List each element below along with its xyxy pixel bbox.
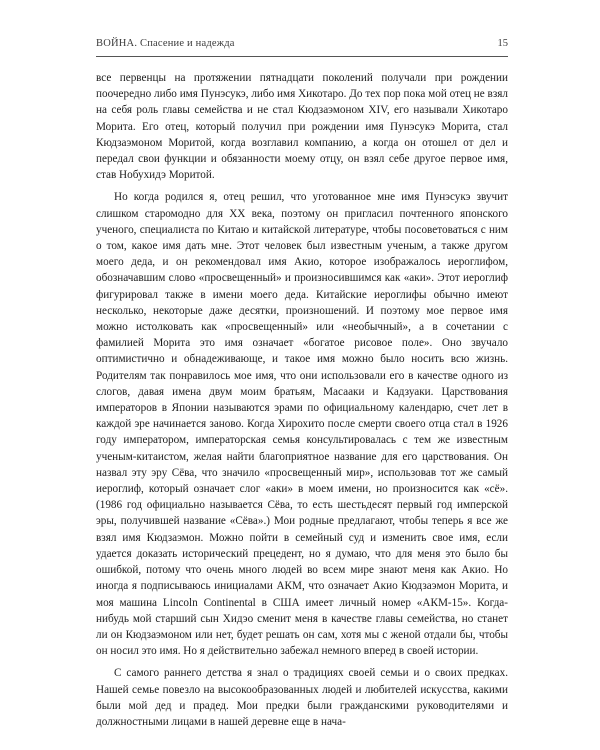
header-divider: [96, 56, 508, 57]
running-head: ВОЙНА. Спасение и надежда: [96, 38, 235, 49]
paragraph: все первенцы на протяжении пятнадцати поколений получали при рождении поочередно либо имя Пунэсукэ, либо имя Хикотаро. До тех пор пока мой отец не взял на себя роль главы семейства и не стал Кюдзаэмоном XIV, его называли Хикотаро Морита. Его отец, который получил при рождении имя Пунэсукэ Морита, стал Кюдзаэмоном Моритой, когда возглавил компанию, а когда он отошел от дел и передал свои функции и обязанности моему отцу, он взял себе другое первое имя, став Нобухидэ Моритой.: [96, 72, 508, 182]
paragraph: С самого раннего детства я знал о традициях своей семьи и о своих предках. Нашей семье повезло на высокообразованных людей и любителей искусства, какими были мой дед и прадед. Мои предки были гражданскими руководителями и должностными лицами в нашей деревне еще в нача-: [96, 667, 508, 728]
page-header: [96, 38, 508, 56]
paragraph: Но когда родился я, отец решил, что уготованное мне имя Пунэсукэ звучит слишком старомодно для XX века, поэтому он пригласил почтенного японского ученого, специалиста по Китаю и китайской литературе, чтобы посоветоваться с ним о том, какое имя дать мне. Этот человек был известным ученым, а также другом моего деда, и он рекомендовал имя Акио, которое изображалось иероглифом, обозначавшим слово «просвещенный» и произносившимся как «аки». Этот иероглиф фигурировал также в имени моего деда. Китайские иероглифы обычно имеют несколько, некоторые даже десятки, произношений. И поэтому мое первое имя можно истолковать как «просвещенный» или «необычный», а в сочетании с фамилией Морита это имя означает «богатое рисовое поле». Оно звучало оптимистично и обнадеживающе, и такое имя можно было носить всю жизнь. Родителям так понравилось мое имя, что они использовали его в качестве одного из слогов, давая имена двум моим братьям, Масааки и Кадзуаки. Царствования императоров в Японии называются эрами по официальному календарю, счет лет в каждой эре начинается заново. Когда Хирохито после смерти своего отца стал в 1926 году императором, императорская семья консультировалась с тем же известным ученым-китаистом, желая найти благоприятное название для его царствования. Он назвал эту эру Сёва, что значило «просвещенный мир», использовав тот же самый иероглиф, который означает слог «аки» в моем имени, но произносится как «сё». (1986 год официально называется Сёва, то есть шестьдесят первый год имперской эры, получившей название «Сёва».) Мои родные предлагают, чтобы теперь я все же взял имя Кюдзаэмон. Можно пойти в семейный суд и изменить свое имя, если удается доказать исторический прецедент, но я думаю, что для меня это было бы ошибкой, потому что очень много людей во всем мире знают меня как Акио. Но иногда я подписываюсь инициалами АКМ, что означает Акио Кюдзаэмон Морита, и моя машина Lincoln Continental в США имеет личный номер «АКМ-15». Когда-нибудь мой старший сын Хидэо сменит меня в качестве главы семейства, но станет ли он Кюдзаэмоном или нет, будет решать он сам, хотя мы с женой отдали бы, чтобы он носил это имя. Но я действительно забежал немного вперед в своей истории.: [96, 191, 508, 658]
page-number: 15: [497, 38, 508, 49]
body-text: [96, 70, 508, 730]
